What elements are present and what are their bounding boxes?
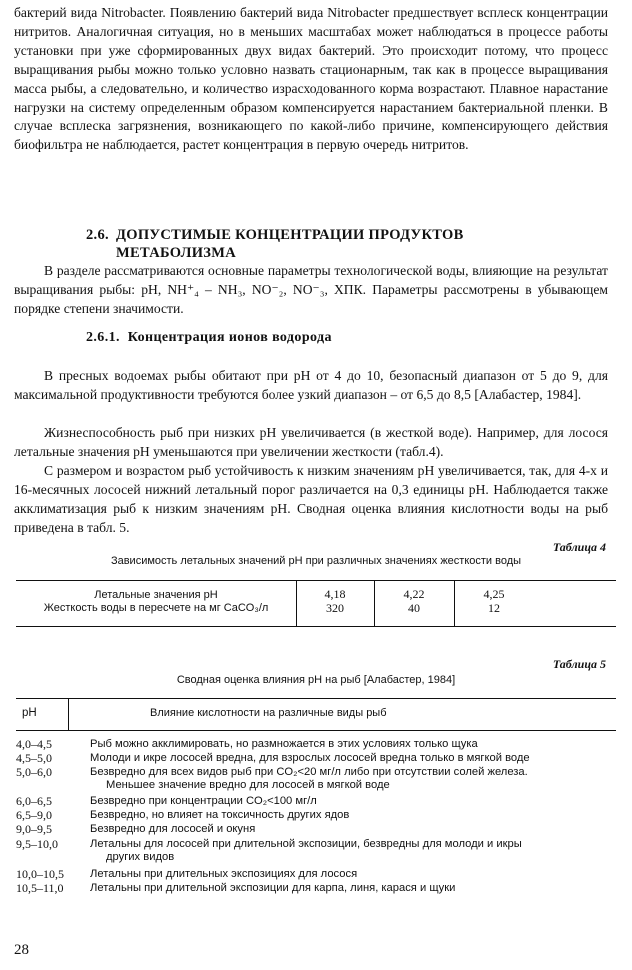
paragraph-p2: Жизнеспособность рыб при низких pH увеличивается (в жесткой воде). Например, для лосося летальные значения pH уменьшаются при увеличении жесткости (табл.4).: [14, 425, 608, 459]
table5-ph-range: 4,0–4,5: [16, 737, 52, 751]
section-title-line2: МЕТАБОЛИЗМА: [116, 245, 237, 261]
table5-effect: [90, 823, 590, 836]
table4-cell: 12: [488, 601, 500, 615]
table4-cell: 40: [408, 601, 420, 615]
table5-header-rule: [16, 730, 616, 731]
table5-ph-range: 10,0–10,5: [16, 867, 64, 881]
table5-effect-text: Безвредно при концентрации CO₂<100 мг/л: [90, 795, 317, 807]
table5-effect-text: Безвредно для всех видов рыб при CO₂<20 мг/л либо при отсутствии солей железа.: [90, 766, 528, 778]
table5-effect: [90, 868, 590, 881]
table5-effect-text: Рыб можно акклимировать, но размножается в этих условиях только щука: [90, 738, 478, 750]
table4-top-rule: [16, 580, 616, 581]
table5-effect-text: Летальны при длительной экспозиции для карпа, линя, карася и щуки: [90, 882, 456, 894]
table5-effect-text: Летальны для лососей при длительной экспозиции, безвредны для молоди и икры: [90, 838, 522, 850]
table5-effect: [90, 838, 590, 864]
table5-effect: [90, 752, 590, 765]
paragraph-intro: бактерий вида Nitrobacter. Появлению бактерий вида Nitrobacter предшествует всплеск концентрации нитритов. Аналогичная ситуация, но в меньших масштабах может наблюдаться в процессе работы установки при уже сформированных двух видах бактерий. Это происходит потому, что процесс выращивания рыбы можно только условно назвать стационарным, так как в процессе выращивания масса рыбы, а следовательно, и количество израсходованного корма возрастают. Плавное нарастание нагрузки на систему определенным образом компенсируется нарастанием бактериальной пленки. В случае всплеска загрязнения, возникающего по какой-либо причине, компенсирующего действия биофильтра не наблюдается, растет концентрация в первую очередь нитритов.: [14, 5, 608, 153]
table4-bottom-rule: [16, 626, 616, 627]
table4-caption: Зависимость летальных значений pH при различных значениях жесткости воды: [110, 555, 522, 567]
subsection-heading: [86, 330, 332, 346]
table5-effect: [90, 766, 590, 792]
table5-ph-range: 4,5–5,0: [16, 751, 52, 765]
table5-effect: [90, 795, 590, 808]
subsection-title: Концентрация ионов водорода: [127, 330, 332, 345]
table5-effect: [90, 738, 590, 751]
table5-effect: [90, 882, 590, 895]
section-number: 2.6.: [86, 227, 109, 243]
section-title-line1: ДОПУСТИМЫЕ КОНЦЕНТРАЦИИ ПРОДУКТОВ: [116, 227, 464, 243]
table5-ph-range: 6,0–6,5: [16, 794, 52, 808]
table5-header-effect: Влияние кислотности на различные виды рыб: [150, 707, 387, 719]
subsection-number: 2.6.1.: [86, 330, 120, 345]
table4-row-label-hardness: Жесткость воды в пересчете на мг CaCO₃/л: [43, 602, 269, 614]
table5-ph-range: 6,5–9,0: [16, 808, 52, 822]
table5-header-divider: [68, 698, 69, 730]
table5-ph-range: 9,5–10,0: [16, 837, 58, 851]
section-heading: [86, 226, 546, 262]
table5-header-ph: pH: [22, 707, 37, 719]
table5-effect-text: Летальны при длительных экспозициях для лосося: [90, 868, 358, 880]
table5-effect-text: Безвредно, но влияет на токсичность других ядов: [90, 809, 350, 821]
table4-cell: 4,22: [403, 587, 425, 601]
page-number: 28: [14, 942, 29, 958]
paragraph-p3: С размером и возрастом рыб устойчивость к низким значениям pH увеличивается, так, для 4-х и 16-месячных лососей нижний летальный порог различается на 0,3 единицы pH. Наблюдается также акклиматизация рыб к низким значениям pH. Сводная оценка влияния кислотности воды на рыб приведена в табл. 5.: [14, 463, 608, 535]
table5-top-rule: [16, 698, 616, 699]
table5-effect-text: Безвредно для лососей и окуня: [90, 823, 256, 835]
paragraph-p1: В пресных водоемах рыбы обитают при pH от 4 до 10, безопасный диапазон от 5 до 9, для максимальной продуктивности требуются более узкий диапазон – от 6,5 до 8,5 [Алабастер, 1984].: [14, 368, 608, 402]
table5-effect-text: Молоди и икре лососей вредна, для взрослых лососей вредна только в мягкой воде: [90, 752, 530, 764]
table4-row-label-ph: Летальные значения pH: [94, 589, 218, 601]
table5-effect-continuation: других видов: [106, 851, 175, 864]
table5-effect: [90, 809, 590, 822]
table4-cell: 4,25: [483, 587, 505, 601]
table5-label: Таблица 5: [552, 657, 606, 671]
table4-label: Таблица 4: [552, 540, 606, 554]
paragraph-section-intro: В разделе рассматриваются основные параметры технологической воды, влияющие на результат выращивания рыбы: pH, NH⁺₄ – NH₃, NO⁻₂, NO⁻₃, ХПК. Параметры рассмотрены в убывающем порядке степени значимости.: [14, 263, 608, 316]
table4-cell: 320: [326, 601, 344, 615]
table5-ph-range: 5,0–6,0: [16, 765, 52, 779]
table5-ph-range: 9,0–9,5: [16, 822, 52, 836]
table5-ph-range: 10,5–11,0: [16, 881, 64, 895]
table5-caption: Сводная оценка влияния pH на рыб [Алабастер, 1984]: [176, 674, 456, 686]
table5-effect-continuation: Меньшее значение вредно для лососей в мягкой воде: [106, 779, 390, 792]
table4-cell: 4,18: [324, 587, 346, 601]
